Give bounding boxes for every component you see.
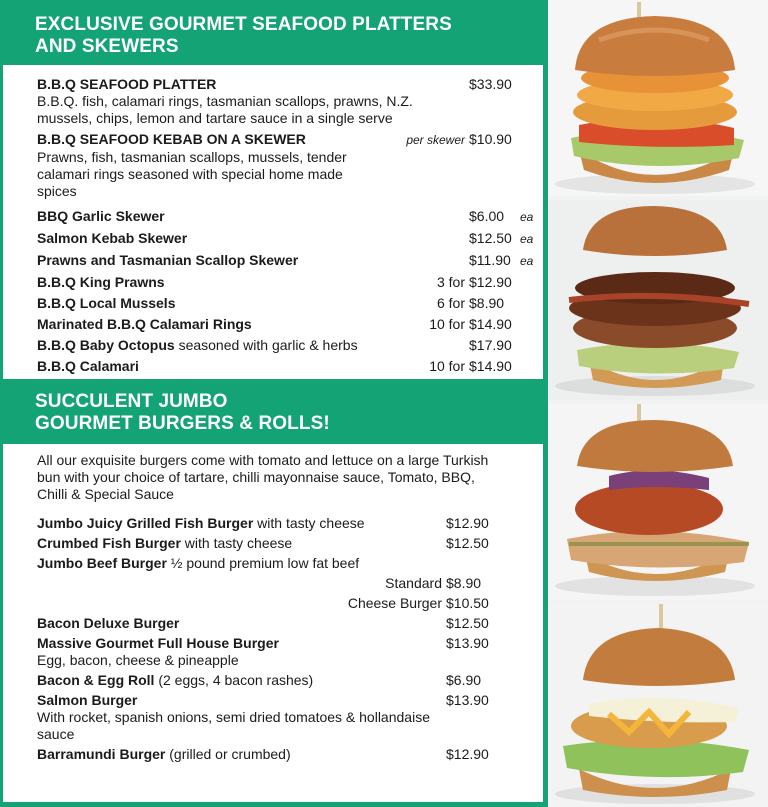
burgers-intro: All our exquisite burgers come with tomato and lettuce on a large Turkish bun with your choice of tartare, chilli mayonnaise sauce, Tomato, BBQ, Chilli & Special Sauce	[37, 452, 489, 502]
item-name: Jumbo Juicy Grilled Fish Burger	[37, 515, 254, 531]
item-description: Egg, bacon, cheese & pineapple	[37, 652, 239, 668]
item-name: Marinated B.B.Q Calamari Rings	[37, 316, 252, 332]
menu-item	[37, 76, 538, 127]
section-title-line2: GOURMET BURGERS & ROLLS!	[35, 413, 330, 434]
burger-sausage-slaw-photo	[549, 404, 768, 600]
item-extra: (grilled or crumbed)	[165, 746, 291, 762]
menu-row	[37, 535, 538, 552]
item-unit: ea	[520, 232, 534, 246]
item-name: B.B.Q King Prawns	[37, 274, 165, 290]
item-price: $10.90	[469, 131, 512, 147]
item-price: $12.50	[469, 230, 512, 246]
photo-column	[549, 0, 768, 807]
item-price: $8.90	[469, 295, 505, 311]
item-name: B.B.Q Local Mussels	[37, 295, 176, 311]
item-name: Salmon Burger	[37, 692, 138, 708]
item-price: $13.90	[446, 635, 489, 651]
burger-onion-rings-photo	[549, 0, 768, 196]
item-name: Jumbo Beef Burger	[37, 555, 167, 571]
menu-row	[37, 230, 538, 248]
beef-option	[37, 595, 494, 612]
bottom-accent-bar	[0, 802, 546, 807]
menu-row	[37, 746, 538, 763]
menu-row	[37, 555, 538, 572]
item-name: Prawns and Tasmanian Scallop Skewer	[37, 252, 299, 268]
item-name: B.B.Q SEAFOOD KEBAB ON A SKEWER	[37, 131, 306, 147]
item-price: $14.90	[469, 358, 512, 374]
item-price: $33.90	[469, 76, 512, 92]
burger-fish-cheese-photo	[549, 604, 768, 807]
section-title-line1: EXCLUSIVE GOURMET SEAFOOD PLATTERS	[35, 14, 452, 35]
item-name: Barramundi Burger	[37, 746, 166, 762]
item-name: Bacon Deluxe Burger	[37, 615, 180, 631]
item-extra: with tasty cheese	[180, 535, 293, 551]
item-unit: ea	[520, 254, 534, 268]
item-name: Massive Gourmet Full House Burger	[37, 635, 279, 651]
beef-option	[37, 575, 494, 592]
option-price: $8.90	[446, 575, 482, 591]
item-name: B.B.Q SEAFOOD PLATTER	[37, 76, 217, 92]
item-price: $12.90	[446, 746, 489, 762]
item-qty: 6 for	[436, 295, 465, 311]
item-extra: seasoned with garlic & herbs	[174, 337, 358, 353]
vertical-accent-bar	[543, 0, 548, 807]
item-extra: (2 eggs, 4 bacon rashes)	[154, 672, 314, 688]
section-title-line1: SUCCULENT JUMBO	[35, 391, 228, 412]
menu-row	[37, 635, 538, 652]
section-title-line2: AND SKEWERS	[35, 36, 179, 57]
item-name: BBQ Garlic Skewer	[37, 208, 165, 224]
item-description: Prawns, fish, tasmanian scallops, mussels, tender calamari rings seasoned with special home made spices	[37, 149, 347, 199]
item-name: B.B.Q Calamari	[37, 358, 139, 374]
item-price: $12.90	[446, 515, 489, 531]
burger-bbq-bacon-photo	[549, 200, 768, 400]
item-name: B.B.Q Baby Octopus	[37, 337, 175, 353]
item-price: $12.50	[446, 615, 489, 631]
item-price: $11.90	[469, 252, 511, 268]
option-label: Standard	[385, 575, 442, 591]
item-qty: 3 for	[436, 274, 465, 290]
item-price: $12.90	[469, 274, 512, 290]
menu-row	[37, 692, 538, 709]
item-description: With rocket, spanish onions, semi dried tomatoes & hollandaise sauce	[37, 709, 430, 742]
menu-row	[37, 337, 538, 354]
item-name: Salmon Kebab Skewer	[37, 230, 188, 246]
section-header-burgers	[3, 379, 546, 444]
item-extra: ½ pound premium low fat beef	[166, 555, 360, 571]
section-header-seafood	[3, 0, 546, 65]
item-qty: 10 for	[429, 316, 465, 332]
menu-row	[37, 208, 538, 226]
item-description: B.B.Q. fish, calamari rings, tasmanian scallops, prawns, N.Z. mussels, chips, lemon and tartare sauce in a single serve	[37, 93, 413, 126]
item-name: Bacon & Egg Roll	[37, 672, 155, 688]
item-price: $12.50	[446, 535, 489, 551]
item-extra: with tasty cheese	[253, 515, 365, 531]
menu-item	[37, 131, 538, 200]
item-price: $6.00	[469, 208, 505, 224]
item-price-note: per skewer	[406, 133, 465, 147]
menu-row	[37, 295, 538, 312]
menu-row	[37, 316, 538, 333]
menu-row	[37, 515, 538, 532]
menu-row	[37, 672, 538, 689]
menu-row	[37, 274, 538, 291]
item-price: $6.90	[446, 672, 482, 688]
seafood-section	[3, 65, 546, 375]
option-label: Cheese Burger	[347, 595, 442, 611]
item-name: Crumbed Fish Burger	[37, 535, 181, 551]
item-price: $17.90	[469, 337, 512, 353]
burgers-section	[3, 444, 546, 763]
menu-row	[37, 358, 538, 375]
menu-row	[37, 252, 538, 270]
menu-row	[37, 615, 538, 632]
item-qty: 10 for	[429, 358, 465, 374]
item-price: $14.90	[469, 316, 512, 332]
item-unit: ea	[520, 210, 534, 224]
item-price: $13.90	[446, 692, 489, 708]
option-price: $10.50	[446, 595, 489, 611]
